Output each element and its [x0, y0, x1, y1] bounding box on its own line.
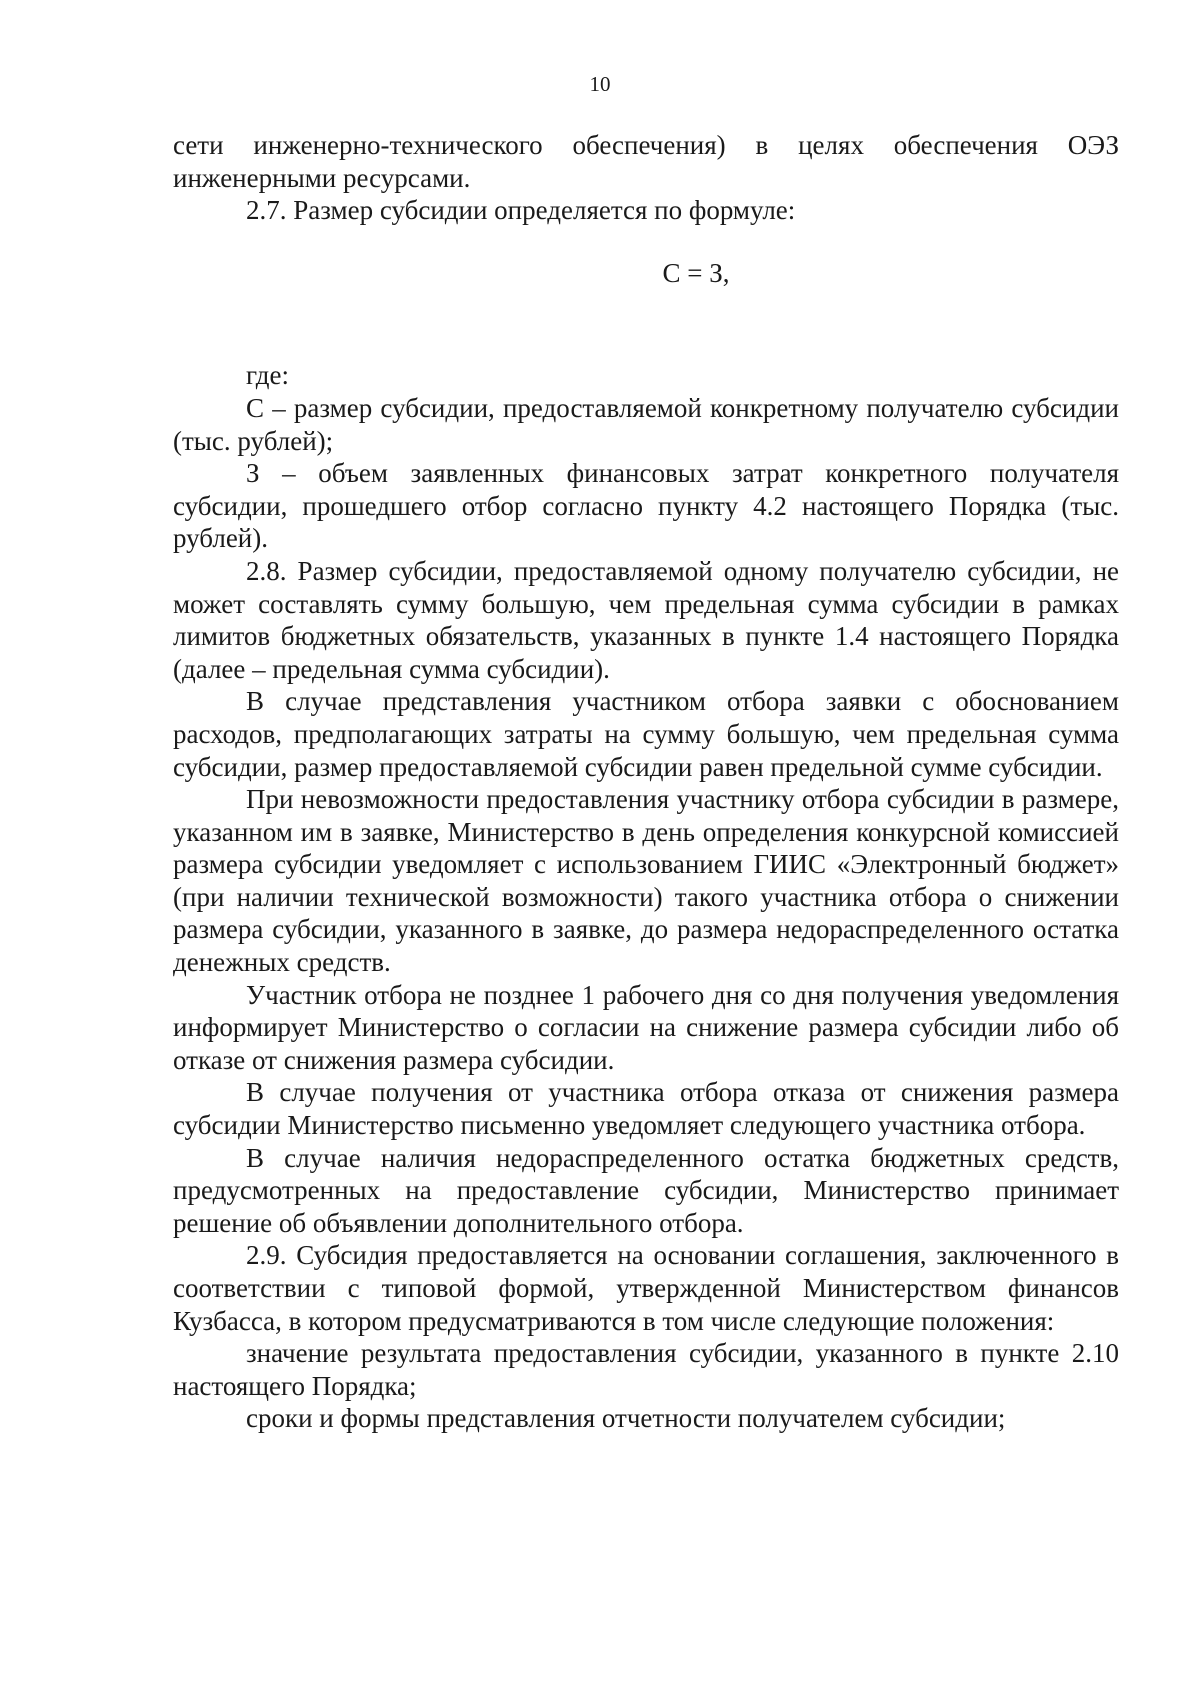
paragraph-definition-c: С – размер субсидии, предоставляемой конкретному получателю субсидии (тыс. рублей);	[173, 392, 1119, 456]
paragraph-2-8: 2.8. Размер субсидии, предоставляемой одному получателю субсидии, не может составлять сумму большую, чем предельная сумма субсидии в рамках лимитов бюджетных обязательств, указанных в пункте 1.4 настоящего Порядка (далее – предельная сумма субсидии).	[173, 555, 1119, 684]
paragraph-2-9: 2.9. Субсидия предоставляется на основании соглашения, заключенного в соответствии с типовой формой, утвержденной Министерством финансов Кузбасса, в котором предусматриваются в том числе следующие положения:	[173, 1240, 1119, 1336]
page-number: 10	[589, 72, 611, 96]
paragraph-participant-response: Участник отбора не позднее 1 рабочего дня со дня получения уведомления информирует Министерство о согласии на снижение размера субсидии либо об отказе от снижения размера субсидии.	[173, 979, 1119, 1075]
paragraph-limit-case: В случае представления участником отбора заявки с обоснованием расходов, предполагающих затраты на сумму большую, чем предельная сумма субсидии, размер предоставляемой субсидии равен предельной сумме субсидии.	[173, 686, 1119, 782]
formula: С = З,	[662, 257, 730, 288]
paragraph-refusal: В случае получения от участника отбора отказа от снижения размера субсидии Министерство письменно уведомляет следующего участника отбора.	[173, 1077, 1119, 1141]
paragraph-impossibility: При невозможности предоставления участнику отбора субсидии в размере, указанном им в заявке, Министерство в день определения конкурсной комиссией размера субсидии уведомляет с использованием ГИИС «Электронный бюджет» (при наличии технической возможности) такого участника отбора о снижении размера субсидии, указанного в заявке, до размера недораспределенного остатка денежных средств.	[173, 784, 1119, 978]
paragraph-reporting-terms: сроки и формы представления отчетности получателем субсидии;	[246, 1403, 1006, 1434]
paragraph-definition-z: З – объем заявленных финансовых затрат конкретного получателя субсидии, прошедшего отбор согласно пункту 4.2 настоящего Порядка (тыс. рублей).	[173, 458, 1119, 554]
paragraph-where: где:	[246, 360, 289, 391]
paragraph-result-value: значение результата предоставления субсидии, указанного в пункте 2.10 настоящего Порядка;	[173, 1338, 1119, 1401]
paragraph-continuation: сети инженерно-технического обеспечения) в целях обеспечения ОЭЗ инженерными ресурсами.	[173, 130, 1119, 193]
document-body	[173, 129, 1119, 1435]
paragraph-additional-selection: В случае наличия недораспределенного остатка бюджетных средств, предусмотренных на предоставление субсидии, Министерство принимает решение об объявлении дополнительного отбора.	[173, 1142, 1119, 1238]
paragraph-2-7: 2.7. Размер субсидии определяется по формуле:	[246, 195, 796, 226]
